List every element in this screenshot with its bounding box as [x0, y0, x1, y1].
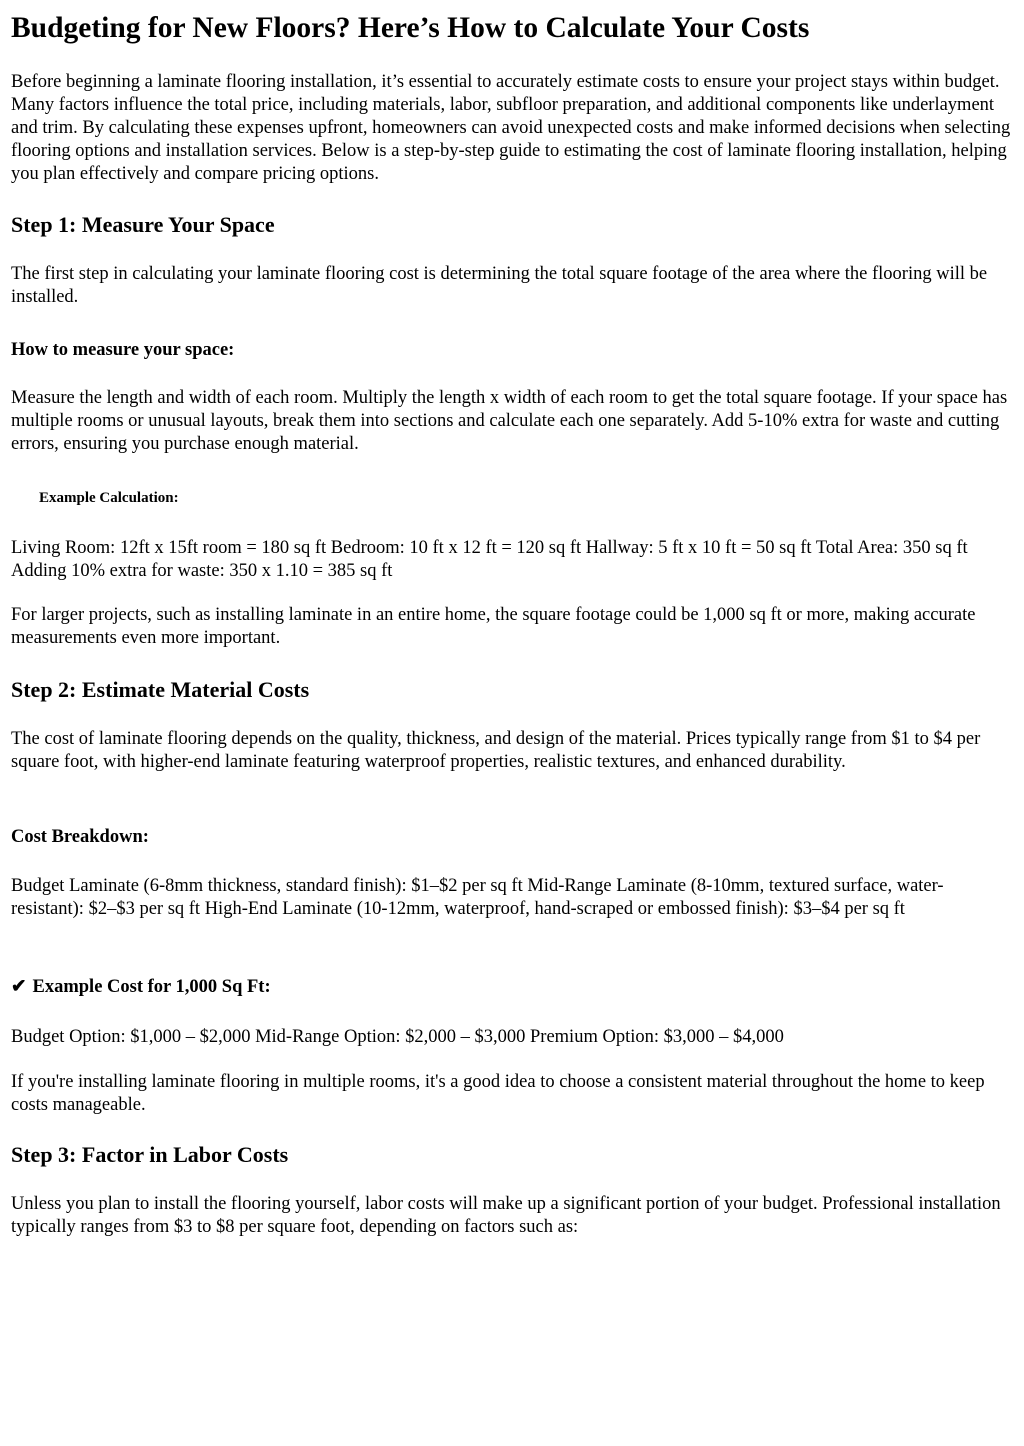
step2-heading: Step 2: Estimate Material Costs	[11, 677, 310, 702]
measure-instructions-paragraph: Measure the length and width of each room. Multiply the length x width of each room to get the total square footage. If your space has multiple rooms or unusual layouts, break them into sections and calculate each one separately. Add 5-10% extra for waste and cutting errors, ensuring you purchase enough material.	[11, 388, 1008, 454]
example-cost-subheading	[11, 975, 271, 999]
checkmark-icon: ✔	[11, 977, 27, 997]
step1-intro-paragraph: The first step in calculating your laminate flooring cost is determining the total square footage of the area where the flooring will be installed.	[11, 264, 988, 307]
intro-paragraph: Before beginning a laminate flooring installation, it’s essential to accurately estimate costs to ensure your project stays within budget. Many factors influence the total price, including materials, labor, subfloor preparation, and additional components like underlayment and trim. By calculating these expenses upfront, homeowners can avoid unexpected costs and make informed decisions when selecting flooring options and installation services. Below is a step-by-step guide to estimating the cost of laminate flooring installation, helping you plan effectively and compare pricing options.	[11, 72, 1011, 184]
step3-intro-paragraph: Unless you plan to install the flooring yourself, labor costs will make up a significant portion of your budget. Professional installation typically ranges from $3 to $8 per square foot, depending on factors such as:	[11, 1194, 1001, 1237]
step2-intro-paragraph: The cost of laminate flooring depends on the quality, thickness, and design of the material. Prices typically range from $1 to $4 per square foot, with higher-end laminate featuring waterproof properties, realistic textures, and enhanced durability.	[11, 729, 981, 772]
example-cost-heading-text: Example Cost for 1,000 Sq Ft:	[32, 977, 271, 997]
example-calculation-heading: Example Calculation:	[39, 490, 179, 506]
cost-breakdown-subheading: Cost Breakdown:	[11, 827, 149, 847]
multiple-rooms-paragraph: If you're installing laminate flooring in multiple rooms, it's a good idea to choose a consistent material throughout the home to keep costs manageable.	[11, 1072, 985, 1115]
example-cost-paragraph: Budget Option: $1,000 – $2,000 Mid-Range Option: $2,000 – $3,000 Premium Option: $3,000 – $4,000	[11, 1027, 784, 1047]
step1-heading: Step 1: Measure Your Space	[11, 212, 275, 237]
large-projects-paragraph: For larger projects, such as installing laminate in an entire home, the square footage could be 1,000 sq ft or more, making accurate measurements even more important.	[11, 605, 976, 648]
example-calculation-paragraph: Living Room: 12ft x 15ft room = 180 sq ft Bedroom: 10 ft x 12 ft = 120 sq ft Hallway: 5 ft x 10 ft = 50 sq ft Total Area: 350 sq ft Adding 10% extra for waste: 350 x 1.10 = 385 sq ft	[11, 538, 968, 581]
cost-breakdown-paragraph: Budget Laminate (6-8mm thickness, standard finish): $1–$2 per sq ft Mid-Range Laminate (8-10mm, textured surface, water-resistant): $2–$3 per sq ft High-End Laminate (10-12mm, waterproof, hand-scraped or embossed finish): $3–$4 per sq ft	[11, 876, 944, 919]
step3-heading: Step 3: Factor in Labor Costs	[11, 1142, 289, 1167]
page-title: Budgeting for New Floors? Here’s How to Calculate Your Costs	[11, 12, 810, 44]
measure-subheading: How to measure your space:	[11, 340, 235, 360]
